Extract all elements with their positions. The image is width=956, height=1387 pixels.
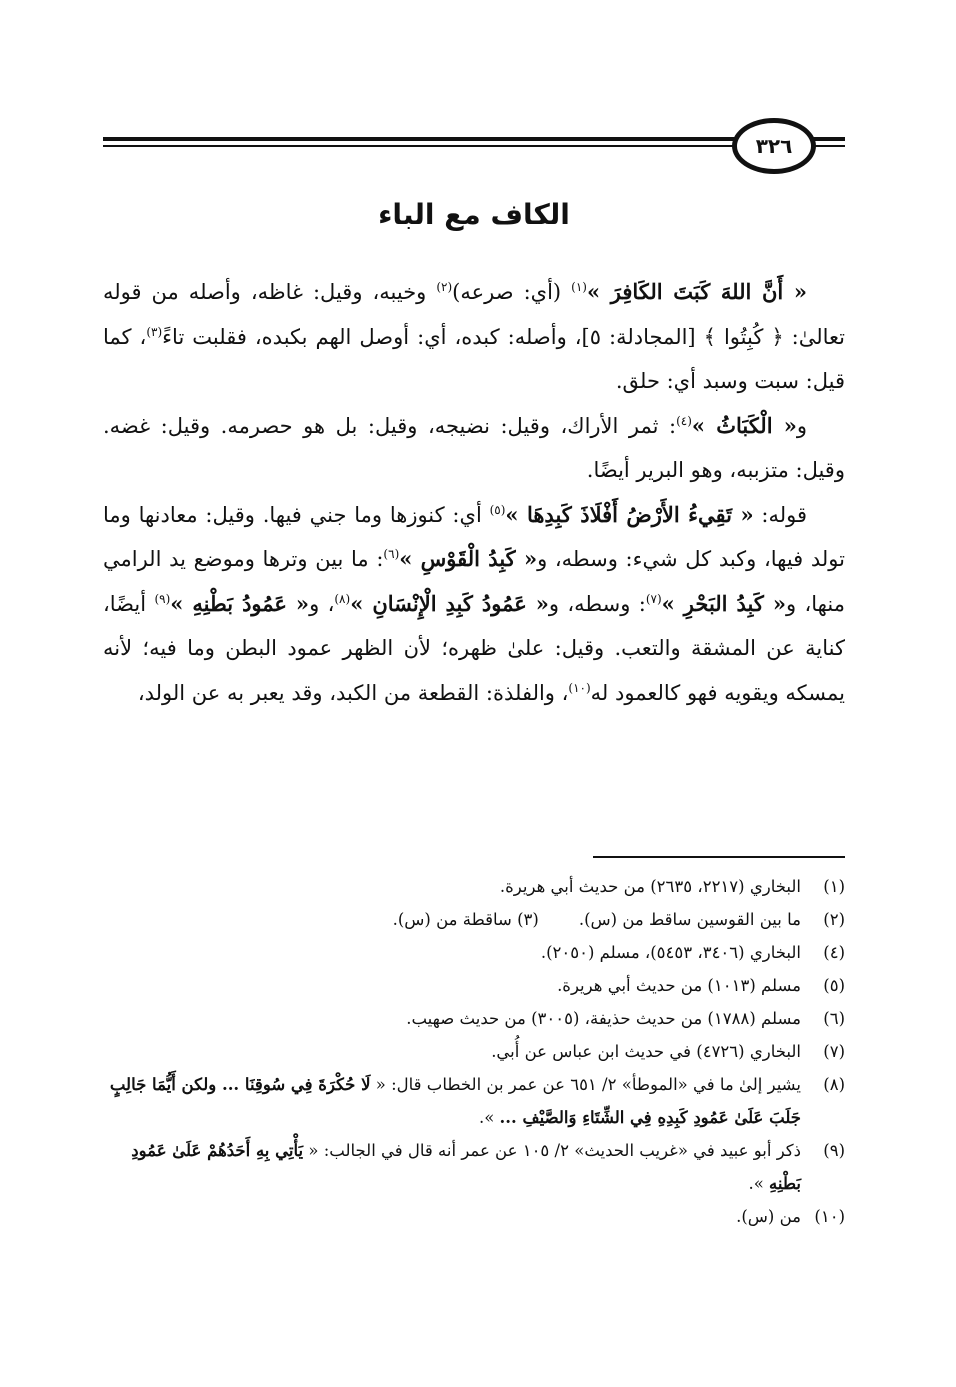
paragraph-text: وخيبه، وقيل: غاظه، وأصله من قوله تعالىٰ: ﴿ كُبِتُوا ﴾ [المجادلة: ٥]، وأصله: كبده، أي: أوصل الهم بكبده، فقلبت تاءً [103, 280, 845, 349]
paragraph-text: ، والفلذة: القطعة من الكبد، وقد يعبر به عن الولد، [137, 680, 569, 705]
footnote-ref: (١٠) [568, 680, 591, 695]
footnote-ref: (٦) [383, 547, 400, 561]
footnote-quote: يَأْتِي بِهِ أَحَدُهُمْ عَلَىٰ عَمُودِ بَطْنِهِ [131, 1141, 801, 1193]
footnote-separator [593, 856, 845, 858]
hadith-quote: « أَنَّ اللهَ كَبَتَ الكَافِرَ » [586, 279, 807, 304]
footnote-ref: (١) [571, 280, 587, 294]
footnote-number: (٨) [823, 1075, 845, 1094]
footnote-number: (١٠) [814, 1207, 845, 1226]
paragraph-2 [103, 404, 845, 493]
footnote-number: (٤) [823, 943, 845, 962]
footnote-number: (٥) [823, 976, 845, 995]
footnote-ref: (٨) [334, 591, 351, 606]
paragraph-3 [103, 493, 845, 716]
footnote-ref: (٥) [489, 502, 506, 517]
footnote-quote: لَا حُكْرَةَ فِي سُوقِنَا ... ولكن أَيُّمَا جَالِبٍ جَلَبَ عَلَىٰ عَمُودِ كَبِدِهِ فِي الشِّتَاءِ وَالصَّيْفِ ... [109, 1075, 801, 1127]
footnote-text-group [103, 1134, 801, 1200]
footnote-text-group [103, 903, 801, 936]
footnotes [103, 870, 845, 1233]
footnote-text: ذكر أبو عبيد في «غريب الحديث» ٢/ ١٠٥ عن عمر أنه قال في الجالب: « [303, 1141, 801, 1160]
footnote-text: البخاري (٣٤٠٦، ٥٤٥٣)، مسلم (٢٠٥٠). [540, 943, 801, 962]
hadith-quote: « الْكَبَاثُ » [691, 412, 797, 438]
footnote-7 [103, 1035, 845, 1068]
main-text [103, 270, 845, 715]
footnote-ref: (٧) [645, 591, 662, 606]
hadith-quote: « عَمُودُ بَطْنِهِ » [170, 590, 310, 616]
footnote-text: مسلم (١٠١٣) من حديث أبي هريرة. [557, 976, 801, 995]
footnote-text: من (س). [736, 1207, 801, 1226]
footnote-number: (٩) [823, 1141, 845, 1160]
footnote-ref: (٣) [146, 324, 163, 339]
hadith-quote: « كَبِدُ الْقَوْسِ » [399, 546, 538, 571]
paragraph-text: : ثمر الأراك، وقيل: نضيجه، وقيل: بل هو حصرمه. وقيل: غضه. وقيل: متزببه، وهو البرير أيضًا. [103, 413, 845, 482]
footnote-text: ما بين القوسين ساقط من (س). [578, 910, 801, 929]
footnote-6 [103, 1002, 845, 1035]
footnote-2 [103, 903, 845, 936]
hadith-quote: « كَبِدُ البَحْرِ » [661, 590, 786, 616]
paragraph-text: : وسطه، و [548, 591, 646, 616]
paragraph-text: أي: كنوزها وما جني فيها. وقيل: معادنها وما تولد فيها، وكبد كل شيء: وسطه، و [103, 502, 845, 571]
footnote-number: (٢) [823, 910, 845, 929]
footnote-text: يشير إلىٰ ما في «الموطأ» ٢/ ٦٥١ عن عمر بن الخطاب قال: « [370, 1075, 801, 1094]
footnote-number: (٧) [823, 1042, 845, 1061]
footnote-text: ساقطة من (س). [392, 910, 512, 929]
footnote-text-group [103, 1068, 801, 1134]
footnote-1 [103, 870, 845, 903]
footnote-5 [103, 969, 845, 1002]
footnote-text: البخاري (٤٧٢٦) في حديث ابن عباس عن أُبي. [491, 1042, 801, 1061]
footnote-ref: (٩) [154, 591, 171, 606]
paragraph-text: ، كما قيل: سبت وسبد أي: حلق. [103, 324, 845, 393]
paragraph-text: ، و [309, 591, 335, 616]
footnote-text: ». [478, 1108, 500, 1127]
footnote-8 [103, 1068, 845, 1134]
footnote-number: (١) [823, 877, 845, 896]
hadith-quote: « عَمُودُ كَبِدِ الْإِنْسَانِ » [350, 590, 549, 616]
paragraph-text: : ما بين وترها وموضع يد الرامي منها، و [103, 547, 845, 616]
footnote-ref: (٢) [436, 280, 453, 294]
footnote-text: ». [748, 1174, 770, 1193]
footnote-9 [103, 1134, 845, 1200]
footnote-4 [103, 936, 845, 969]
footnote-ref: (٤) [676, 413, 692, 428]
paragraph-text: (أي: صرعه) [452, 280, 572, 304]
footnote-10 [103, 1200, 845, 1233]
hadith-quote: « تَقِيءُ الأَرْضُ أَفْلَاذَ كَبِدِهَا » [505, 501, 754, 527]
paragraph-text: قوله: [753, 502, 808, 527]
paragraph-1 [103, 270, 845, 404]
paragraph-text: و [796, 413, 807, 438]
footnote-text: البخاري (٢٢١٧، ٢٦٣٥) من حديث أبي هريرة. [499, 877, 801, 896]
footnote-text: مسلم (١٧٨٨) من حديث حذيفة، (٣٠٠٥) من حديث صهيب. [406, 1009, 801, 1028]
page-number: ٣٢٦ [732, 118, 816, 174]
paragraph-text: أيضًا، كناية عن المشقة والتعب. وقيل: علىٰ ظهره؛ لأن الظهر عمود البطن وما فيه؛ لأنه يمسكه ويقويه فهو كالعمود له [103, 591, 845, 705]
section-title: الكاف مع الباء [378, 198, 570, 231]
footnote-number: (٣) [517, 910, 539, 929]
footnote-number: (٦) [823, 1009, 845, 1028]
